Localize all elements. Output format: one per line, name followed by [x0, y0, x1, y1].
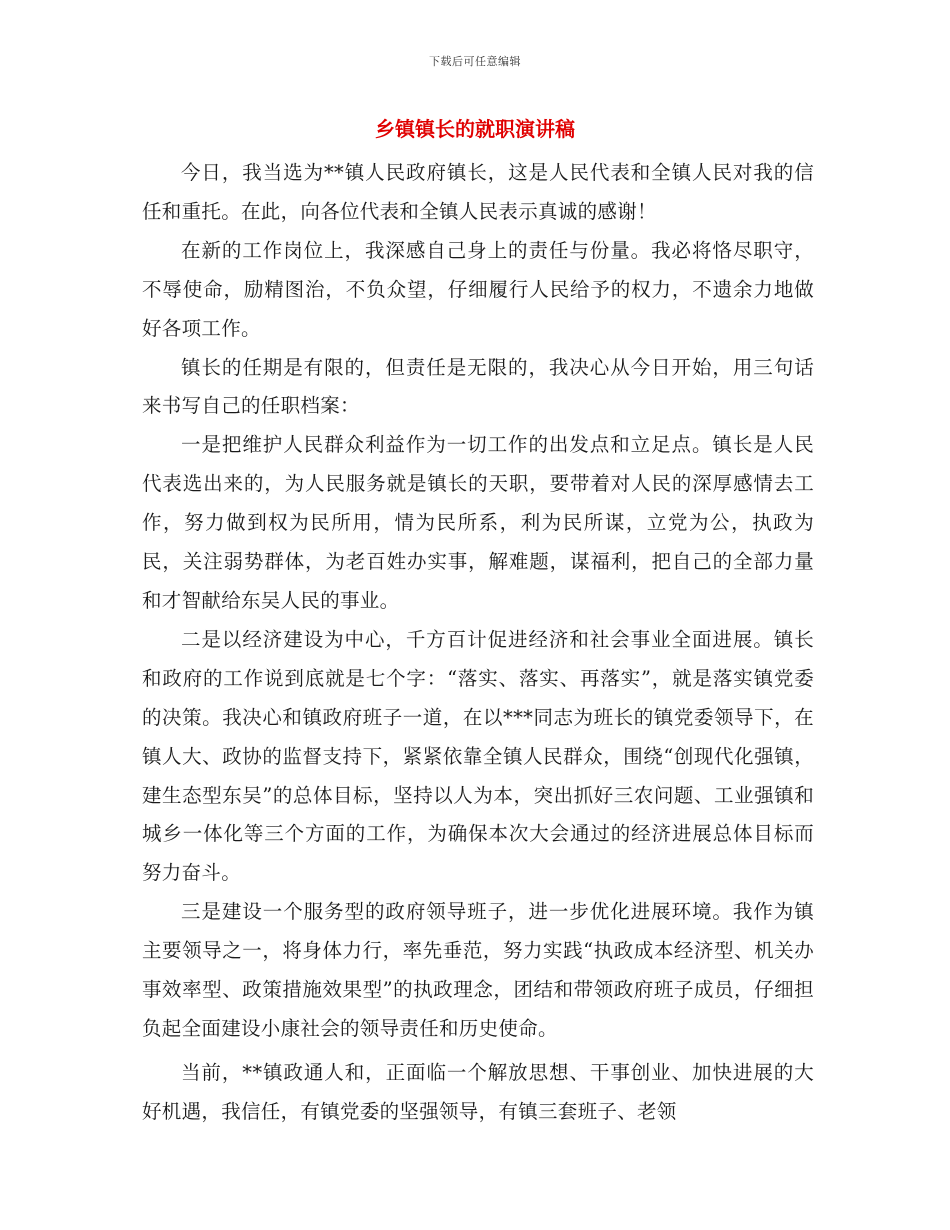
paragraph: 镇长的任期是有限的，但责任是无限的，我决心从今日开始，用三句话来书写自己的任职档案：	[142, 355, 814, 418]
paragraph: 在新的工作岗位上，我深感自己身上的责任与份量。我必将恪尽职守，不辱使命，励精图治，不负众望，仔细履行人民给予的权力，不遗余力地做好各项工作。	[142, 238, 814, 340]
header-note: 下载后可任意编辑	[429, 55, 521, 68]
paragraph: 当前，**镇政通人和，正面临一个解放思想、干事创业、加快进展的大好机遇，我信任，有镇党委的坚强领导，有镇三套班子、老领	[142, 1060, 814, 1123]
document-body	[142, 154, 814, 1132]
paragraph: 二是以经济建设为中心，千方百计促进经济和社会事业全面进展。镇长和政府的工作说到底就是七个字：“落实、落实、再落实”，就是落实镇党委的决策。我决心和镇政府班子一道，在以***同志为班长的镇党委领导下，在镇人大、政协的监督支持下，紧紧依靠全镇人民群众，围绕“创现代化强镇，建生态型东吴”的总体目标，坚持以人为本，突出抓好三农问题、工业强镇和城乡一体化等三个方面的工作，为确保本次大会通过的经济进展总体目标而努力奋斗。	[142, 627, 814, 885]
paragraph: 三是建设一个服务型的政府领导班子，进一步优化进展环境。我作为镇主要领导之一，将身体力行，率先垂范，努力实践“执政成本经济型、机关办事效率型、政策措施效果型”的执政理念，团结和带领政府班子成员，仔细担负起全面建设小康社会的领导责任和历史使命。	[142, 900, 814, 1040]
paragraph: 一是把维护人民群众利益作为一切工作的出发点和立足点。镇长是人民代表选出来的，为人民服务就是镇长的天职，要带着对人民的深厚感情去工作，努力做到权为民所用，情为民所系，利为民所谋，立党为公，执政为民，关注弱势群体，为老百姓办实事，解难题，谋福利，把自己的全部力量和才智献给东吴人民的事业。	[142, 433, 814, 612]
document-title: 乡镇镇长的就职演讲稿	[375, 117, 575, 141]
paragraph: 今日，我当选为**镇人民政府镇长，这是人民代表和全镇人民对我的信任和重托。在此，向各位代表和全镇人民表示真诚的感谢！	[142, 161, 814, 223]
